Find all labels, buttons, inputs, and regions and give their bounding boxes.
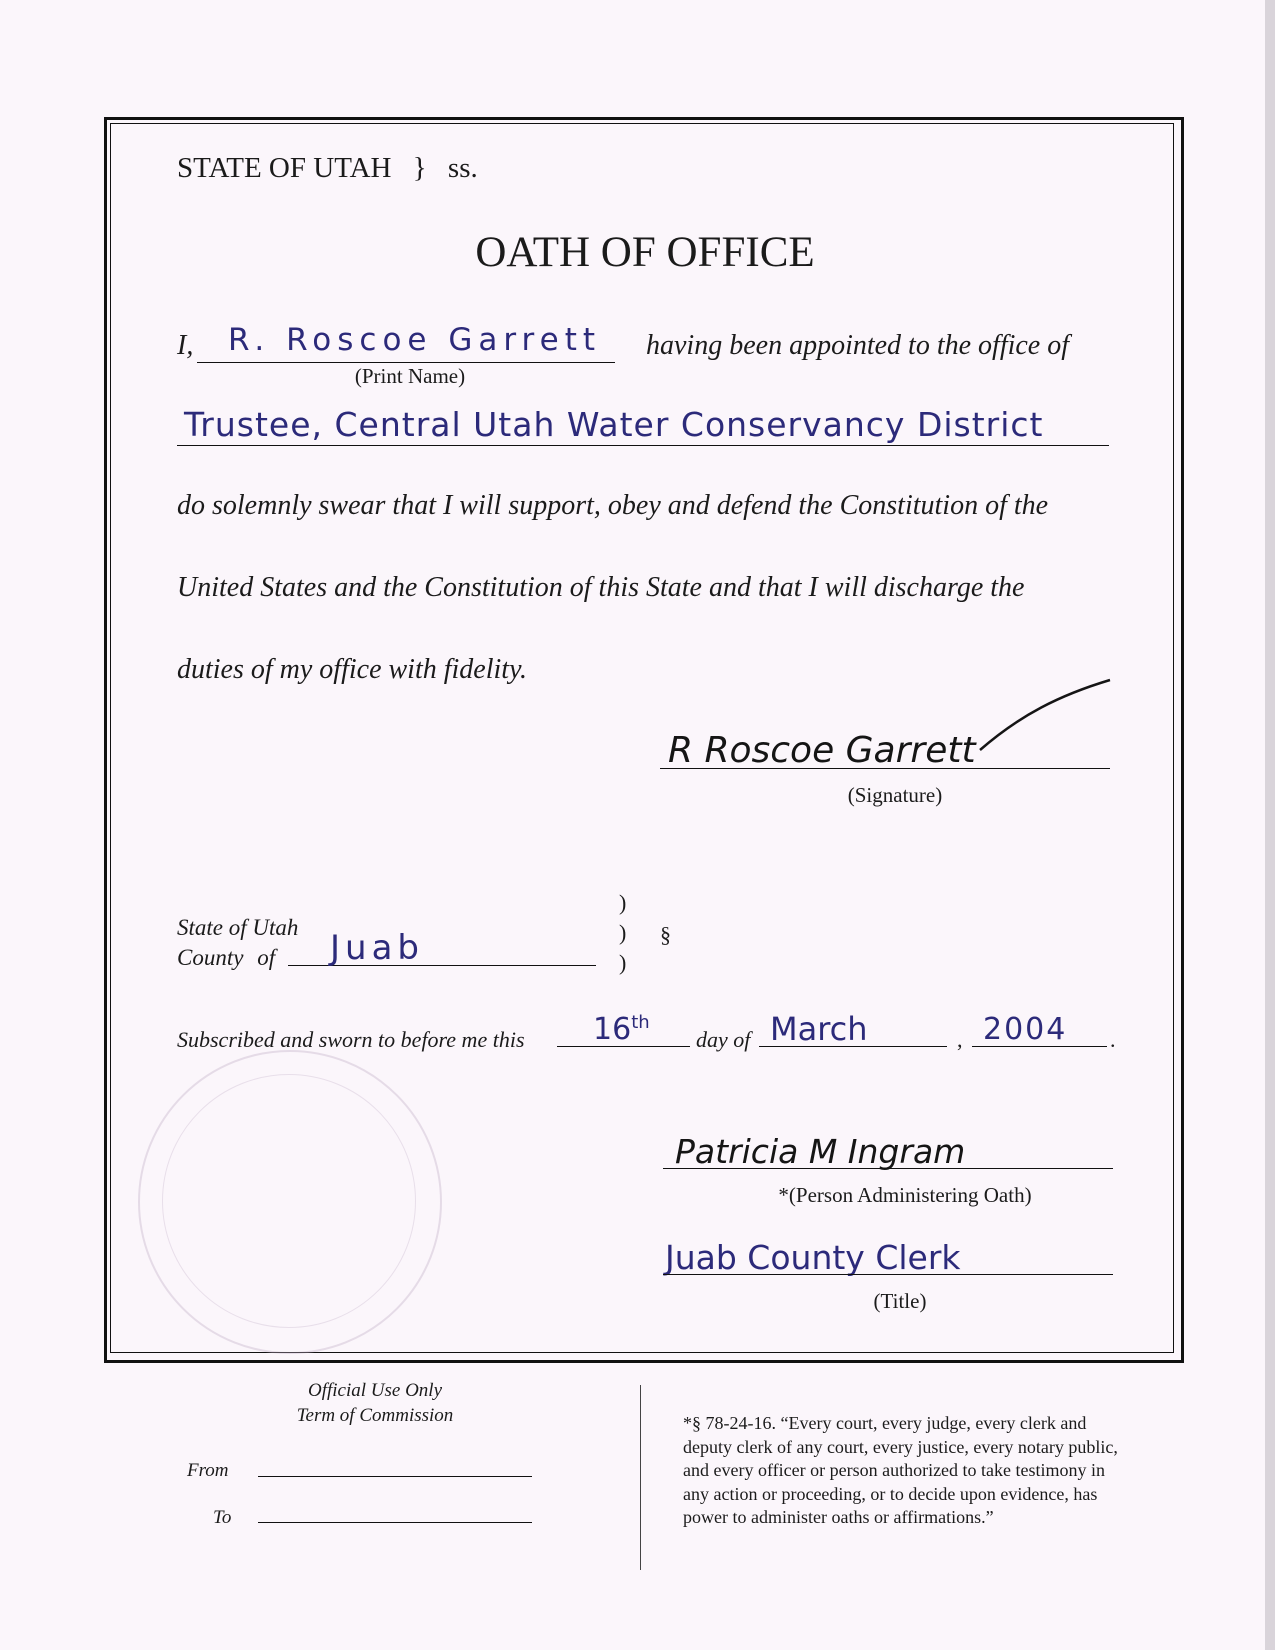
signature-flourish: [960, 675, 1120, 765]
printed-name: R. Roscoe Garrett: [228, 322, 602, 358]
brace: }: [412, 152, 427, 184]
to-label: To: [213, 1507, 232, 1528]
day-of-label: day of: [696, 1027, 751, 1052]
oath-line-2: United States and the Constitution of this State and that I will discharge the: [177, 572, 1025, 603]
from-label: From: [187, 1460, 229, 1481]
footer-divider: [640, 1385, 641, 1570]
signature-line: [660, 768, 1110, 769]
official-use-heading: Official Use Only: [307, 1380, 443, 1401]
office-line: [177, 445, 1109, 446]
term-of-commission: Term of Commission: [296, 1405, 454, 1426]
footnote-line-4: any action or proceeding, or to decide upon evidence, has: [683, 1483, 1098, 1504]
from-line: [258, 1476, 532, 1477]
footnote-line-2: deputy clerk of any court, every justice, every notary public,: [683, 1436, 1118, 1457]
day-number: 16: [593, 1012, 632, 1047]
oath-line-1: do solemnly swear that I will support, obey and defend the Constitution of the: [177, 490, 1049, 521]
day-suffix: th: [631, 1012, 650, 1033]
date-period: .: [1110, 1027, 1116, 1052]
venue-state: State of Utah: [177, 915, 299, 940]
sworn-month: March: [770, 1010, 868, 1048]
administrator-title: Juab County Clerk: [665, 1238, 961, 1277]
footnote-line-1: *§ 78-24-16. “Every court, every judge, every clerk and: [683, 1413, 1087, 1433]
name-line: [197, 362, 615, 363]
footnote-line-3: and every officer or person authorized to take testimony in: [683, 1460, 1106, 1480]
administrator-line: [663, 1168, 1113, 1169]
footnote-line-5: power to administer oaths or affirmations.”: [683, 1507, 994, 1527]
to-line: [258, 1522, 532, 1523]
name-suffix: having been appointed to the office of: [646, 330, 1070, 361]
state-line: STATE OF UTAH: [177, 152, 392, 184]
title-caption: (Title): [873, 1289, 927, 1313]
title-line: [663, 1274, 1113, 1275]
venue-county-label: [177, 945, 275, 971]
footnote: [683, 1412, 1118, 1530]
oath-prefix: I,: [177, 330, 194, 361]
sworn-day: [593, 1012, 650, 1047]
venue-paren-1: ): [619, 890, 627, 915]
section-mark: §: [660, 922, 671, 947]
ss-label: ss.: [447, 152, 478, 184]
administrator-caption: *(Person Administering Oath): [778, 1183, 1032, 1207]
county-word: County: [177, 945, 244, 970]
state-header: [177, 152, 478, 185]
office-name: Trustee, Central Utah Water Conservancy District: [184, 405, 1044, 444]
oath-line-3: duties of my office with fidelity.: [177, 654, 527, 685]
of-word: of: [257, 945, 276, 970]
embossed-seal-inner: [162, 1074, 416, 1328]
sworn-year: 2004: [983, 1012, 1068, 1047]
venue-paren-3: ): [619, 950, 627, 975]
date-comma: ,: [957, 1027, 963, 1052]
venue-paren-2: ): [619, 920, 627, 945]
county-name: Juab: [330, 928, 424, 968]
page-title: OATH OF OFFICE: [475, 229, 815, 276]
administrator-signature: Patricia M Ingram: [675, 1132, 966, 1171]
sworn-prefix: Subscribed and sworn to before me this: [177, 1027, 525, 1052]
print-name-caption: (Print Name): [354, 364, 466, 388]
signature: R Roscoe Garrett: [668, 730, 976, 771]
signature-caption: (Signature): [847, 783, 943, 807]
